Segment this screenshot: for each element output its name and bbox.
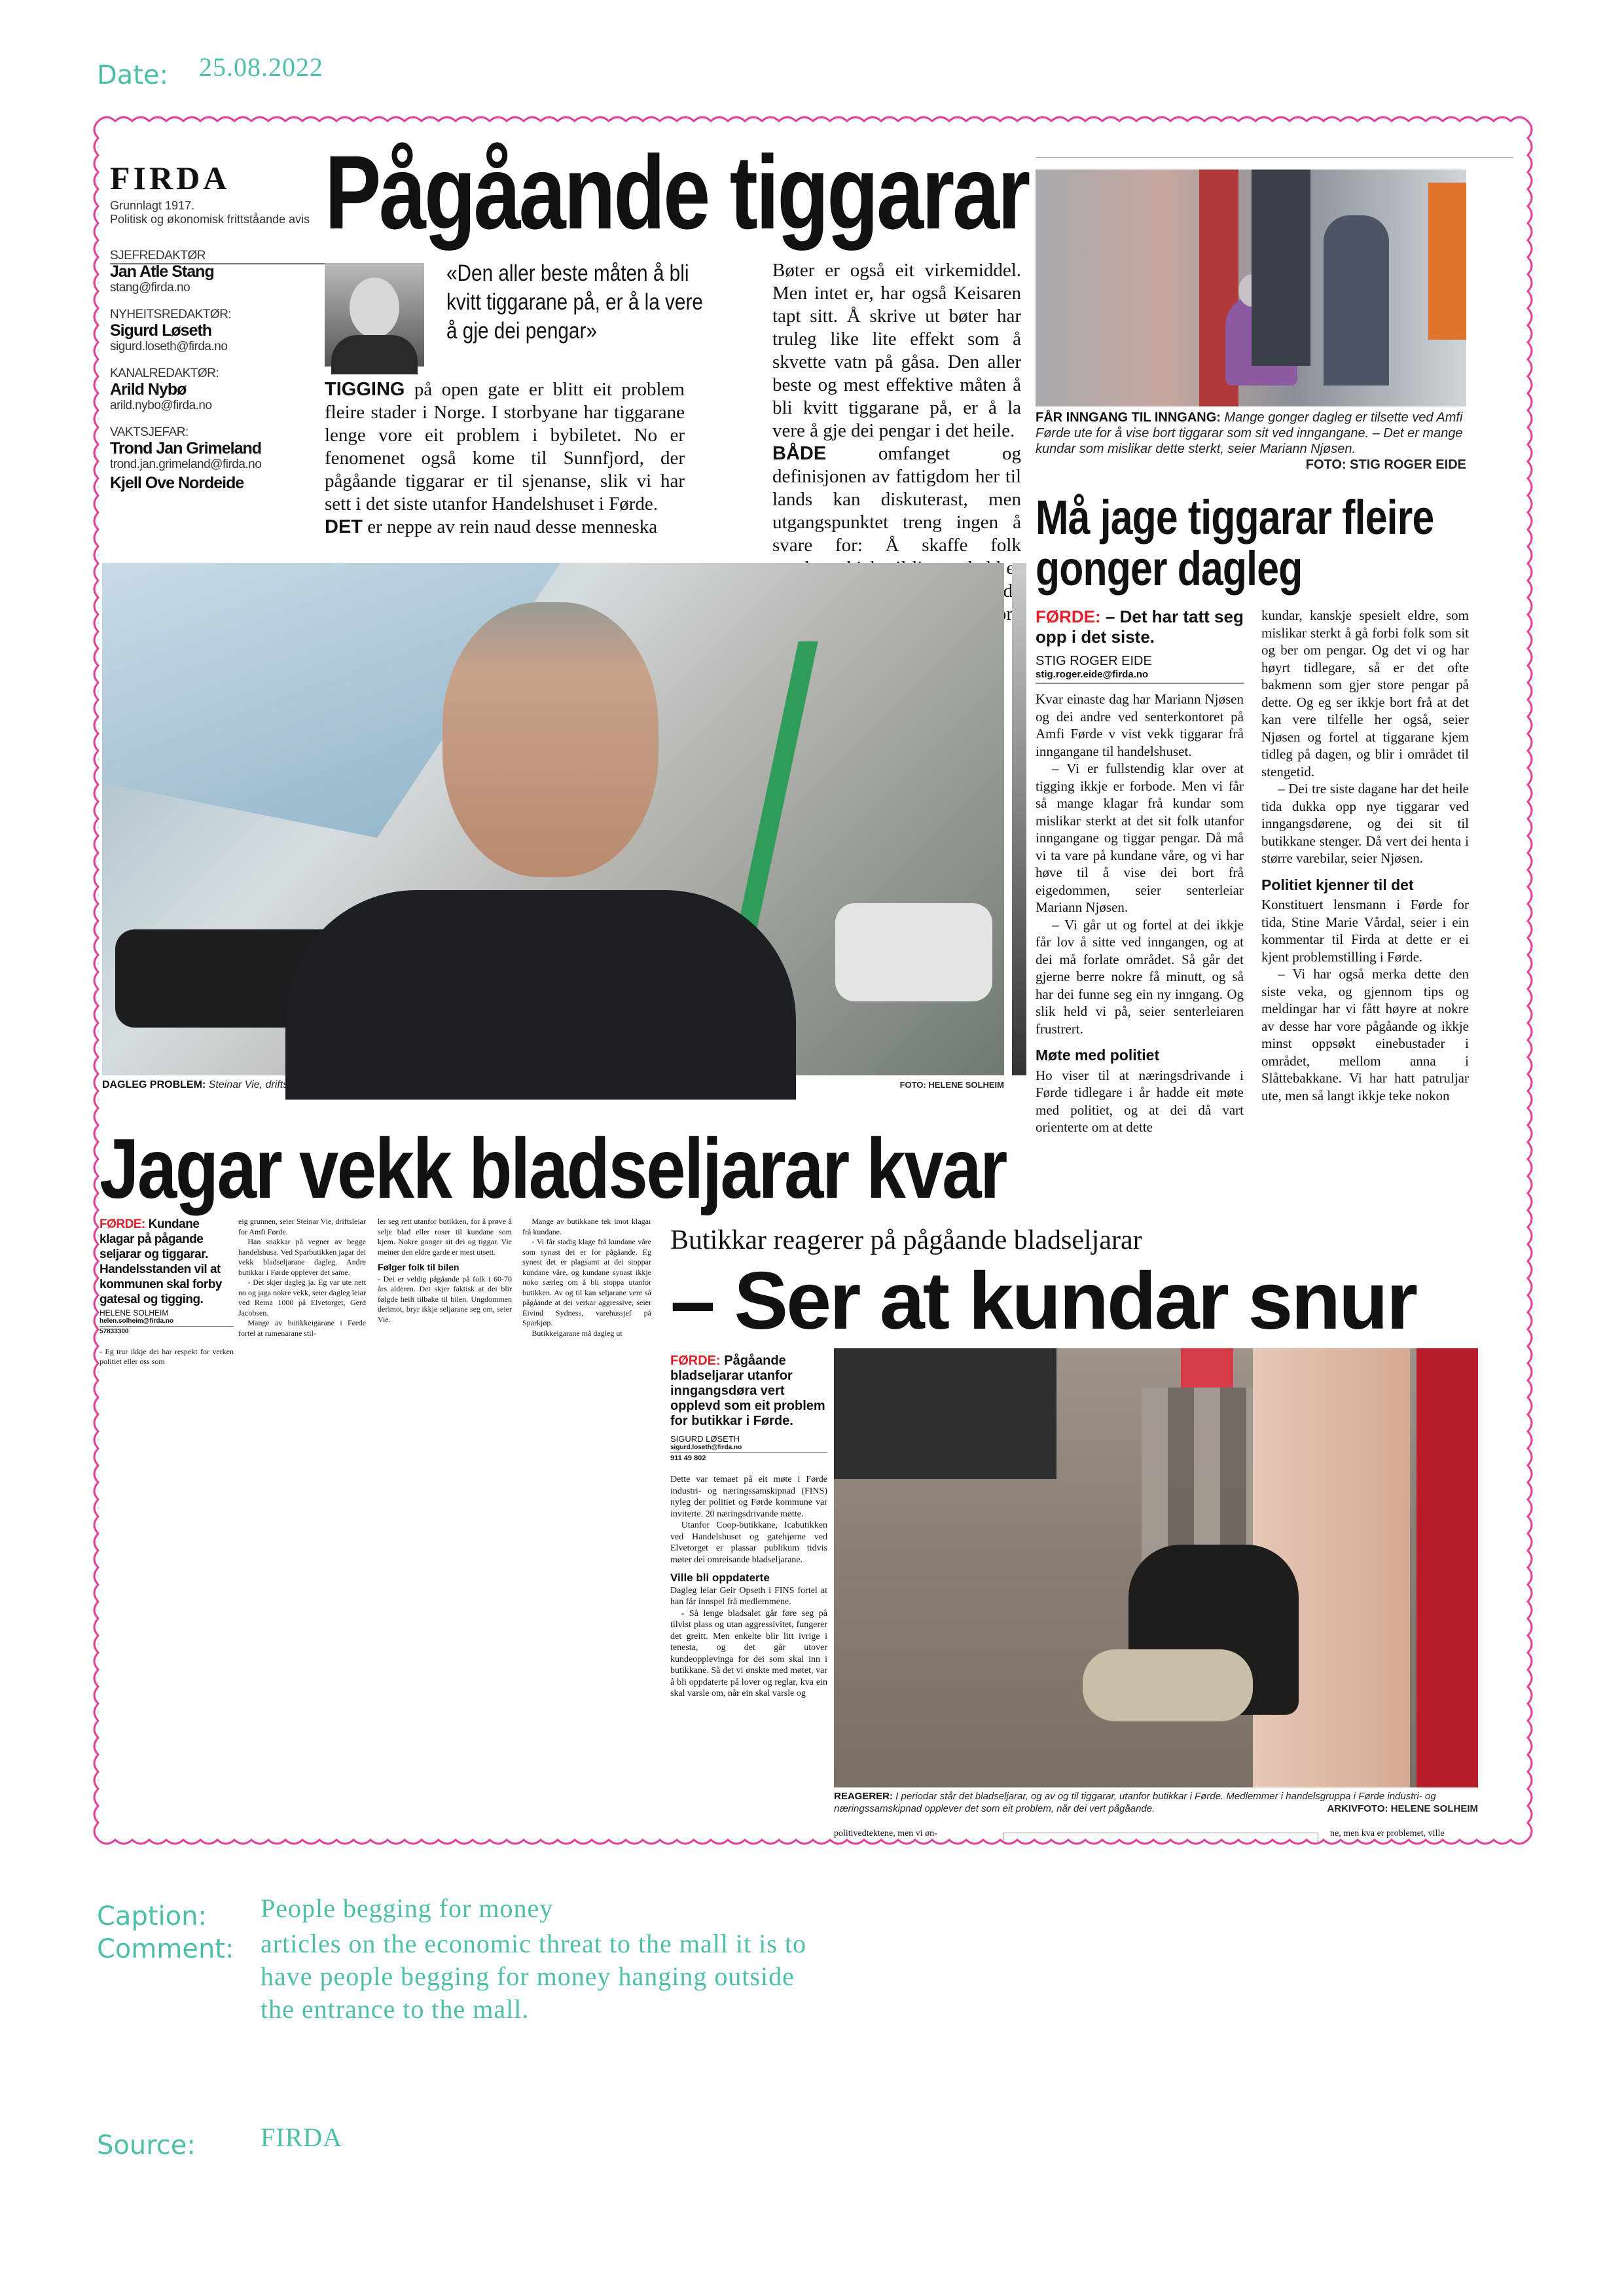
paragraph: – Vi går ut og fortel at dei ikkje får lov å sitte ved inngangen, og at dei må forlate området. Så går det gjerne berre nokre få minutt, og så har dei funne seg ein ny inngang. Og slik held vi på, seier senterleiaren frustrert.	[1036, 916, 1244, 1037]
paragraph: Han snakkar på vegner av begge handelshusa. Ved Sparbutikken jagar dei vekk bladseljarane dagleg. Andre butikkar i Førde opplever det same.	[238, 1237, 366, 1277]
byline-email[interactable]: sigurd.loseth@firda.no	[670, 1444, 742, 1451]
comment-value	[261, 1928, 806, 2026]
comment-line: have people begging for money hanging outside	[261, 1962, 795, 1991]
caption-lead: REAGERER:	[834, 1791, 893, 1802]
left-article-column-2	[238, 1217, 366, 1368]
lead-word: DET	[325, 516, 363, 537]
left-article-column-3	[378, 1217, 512, 1368]
source-label: Source:	[97, 2130, 196, 2161]
staff-entry	[110, 249, 319, 295]
paragraph: Konstituert lensmann i Førde for tida, Stine Marie Vårdal, seier i ein kommentar til Firda at dette er ei kjent problemstilling i Førde.	[1261, 897, 1469, 965]
byline-name: SIGURD LØSETH	[670, 1434, 740, 1444]
staff-email[interactable]: stang@firda.no	[110, 281, 190, 295]
paragraph: – Dei tre siste dagane har det heile tida dukka opp nye tiggarar ved inngangsdørene, og dei sit til butikkane stenger. Då vert dei henta i større varebilar, seier Njøsen.	[1261, 781, 1469, 866]
photo-beggar-at-entrance	[1036, 170, 1466, 406]
paragraph: - Det skjer dagleg ja. Eg var ute nett no og jaga nokre vekk, seier dagleg leiar ved Rema 1000 på Elvetorget, Gerd Jacobsen.	[238, 1278, 366, 1318]
paragraph: ler seg rett utanfor butikken, for å prøve å selje blad eller roser til kundane som kjem. Nokre gonger sit dei og tiggar. Vie meiner den eldre garde er mest utsett.	[378, 1217, 512, 1257]
subheading: Politiet kjenner til det	[1261, 876, 1414, 893]
byline-phone: 911 49 802	[670, 1454, 706, 1462]
dateline: FØRDE:	[99, 1217, 145, 1231]
byline-divider	[99, 1326, 234, 1327]
caption-text: Mange gonger dagleg er tilsette ved Amfi Førde ute for å vise bort tiggarar som sit ved inngangane. – Det er mange kundar som mislikar dette sterkt, seier Mariann Njøsen.	[1036, 410, 1463, 456]
comment-line: the entrance to the mall.	[261, 1994, 530, 2024]
caption-label: Caption:	[97, 1901, 207, 1931]
article-lead	[1036, 607, 1244, 647]
subheading: Møte med politiet	[1036, 1047, 1160, 1064]
dateline: FØRDE:	[670, 1354, 721, 1368]
byline-name: STIG ROGER EIDE	[1036, 654, 1152, 668]
bottom-article-kicker: Butikkar reagerer på pågåande bladseljarar	[670, 1225, 1142, 1255]
article-lead	[99, 1217, 234, 1307]
paragraph: – Vi har også merka dette den siste veka, og gjennom tips og meldingar har vi fått høyre at nokre av desse har vore pågåande og ikkje minst oppsøkt einebustader i området, mellom anna i Slåttebakkane. Vi har hatt patruljar ute, men så langt ikkje teke nokon	[1261, 966, 1469, 1103]
paragraph: er neppe av rein naud desse menneska	[363, 516, 658, 537]
cut-off-text-left: politivedtektene, men vi øn-	[834, 1829, 937, 1839]
editorial-quote: «Den aller beste måten å bli kvitt tiggarane på, er å la vere å gje dei pengar»	[446, 260, 703, 344]
paragraph: Kvar einaste dag har Mariann Njøsen og dei andre ved senterkontoret på Amfi Førde v vist vekk tiggarar frå inngangane til handelshuset.	[1036, 691, 1244, 759]
editor-portrait	[325, 263, 424, 367]
staff-email[interactable]: arild.nybo@firda.no	[110, 399, 212, 412]
tagline-text: Politisk og økonomisk frittståande avis	[110, 213, 310, 226]
founded-text: Grunnlagt 1917.	[110, 199, 195, 212]
lead-text: – Det har tatt seg opp i det siste.	[1036, 607, 1244, 647]
left-article-headline: Jagar vekk bladseljarar kvar	[99, 1121, 1006, 1216]
staff-entry	[110, 308, 319, 353]
paragraph: kundar, kanskje spesielt eldre, som mislikar sterkt å gå forbi folk som sit og ber om pengar. Og det vi og har høyrt tidlegare, så er det ofte bakmenn som gjer store pengar på dette. Og eg ser ikkje bort frå at det kan vere tilfelle her også, seier Njøsen og fortel at tiggarane kjem tidleg på dagen, og blir i området til stengetid.	[1261, 607, 1469, 780]
staff-name: Sigurd Løseth	[110, 321, 212, 340]
paragraph: Ho viser til at næringsdrivande i Førde tidlegare i år hadde eit møte med politiet, og at dei då vart orienterte om at dette	[1036, 1067, 1244, 1135]
staff-role: KANALREDAKTØR:	[110, 367, 219, 380]
main-photo-steinar-vie	[102, 563, 1004, 1075]
paragraph: på open gate er blitt eit problem fleire stader i Norge. I storbyane har tiggarane lenge vore eit problem i bybiletet. No er fenomenet også kome til Sunnfjord, der pågåande tiggarar er til sjenanse, slik vi har sett i det siste utanfor Handelshuset i Førde.	[325, 379, 685, 514]
source-value: FIRDA	[261, 2123, 343, 2152]
subheading: Følger folk til bilen	[378, 1262, 460, 1272]
paragraph: - Eg trur ikkje dei har respekt for verken politiet eller oss som	[99, 1347, 234, 1366]
bottom-article-text	[670, 1354, 827, 1838]
staff-name: Kjell Ove Nordeide	[110, 474, 244, 492]
right-article-column-2	[1261, 607, 1469, 1214]
caption-value: People begging for money	[261, 1893, 554, 1923]
paragraph: Mange av butikkeigarane i Førde fortel at rumenarane stil-	[238, 1318, 366, 1338]
paragraph: - Dei er veldig pågåande på folk i 60-70 års alderen. Det skjer faktisk at dei blir følgde heilt tilbake til bilen. Ungdommen derimot, bryr ikkje seljarane seg om, seier Vie.	[378, 1274, 512, 1324]
comment-label: Comment:	[97, 1934, 234, 1964]
lead-text: Pågåande bladseljarar utanfor inngangsdøra vert opplevd som eit problem for butikkar i Førde.	[670, 1354, 825, 1428]
comment-line: articles on the economic threat to the mall it is to	[261, 1929, 806, 1958]
caption-lead: DAGLEG PROBLEM:	[102, 1079, 206, 1090]
adjacent-photo-strip	[1012, 563, 1026, 1075]
right-photo-caption	[1036, 410, 1466, 473]
bottom-article-headline: – Ser at kundar snur	[670, 1256, 1416, 1346]
staff-name: Jan Atle Stang	[110, 262, 214, 281]
paragraph: eig grunnen, seier Steinar Vie, driftsleiar for Amfi Førde.	[238, 1217, 366, 1236]
staff-name: Trond Jan Grimeland	[110, 439, 262, 457]
byline-divider	[1036, 683, 1244, 684]
paragraph: - Vi får stadig klage frå kundane våre som synast dei er for pågåande. Eg synest det er plagsamt at dei stoppar kundane våre, og kundane synast ikkje noko særleg om å bli stoppa utanfor butikken. Av og til kan seljarane vere så pågåande at dei verkar aggressive, seier Eivind Sydness, varehussjef på Sparkjøp.	[522, 1237, 651, 1327]
editorial-column-2	[772, 259, 1021, 624]
paragraph: Dagleg leiar Geir Opseth i FINS fortel at han får innspel frå medlemmene.	[670, 1585, 827, 1607]
paragraph: Butikkeigarane må dagleg ut	[532, 1328, 623, 1338]
byline-divider	[670, 1452, 827, 1453]
byline-email[interactable]: stig.roger.eide@firda.no	[1036, 669, 1149, 680]
paragraph: Utanfor Coop-butikkane, Icabutikken ved Handelshuset og gatehjørne ved Elvetorget er plassar publikum tidvis møter dei omreisande bladseljarane.	[670, 1520, 827, 1565]
paragraph: Dette var temaet på eit møte i Førde industri- og næringssamskipnad (FINS) nyleg der politiet og Førde kommune var inviterte. 20 næringsdrivande møtte.	[670, 1475, 827, 1519]
staff-name: Arild Nybø	[110, 380, 187, 399]
bottom-photo-caption	[834, 1790, 1478, 1815]
right-article-column-1	[1036, 607, 1244, 1214]
lead-word: BÅDE	[772, 443, 827, 464]
paragraph: Bøter er også eit virkemiddel. Men intet er, har også Keisaren tapt sitt. Å skrive ut bøter har truleg like lite effekt som å skvette vatn på gåsa. Den aller beste og mest effektive måten å bli kvitt tiggarane på, er å la vere å gje dei pengar i det heile.	[772, 260, 1021, 441]
photo-credit: FOTO: STIG ROGER EIDE	[1305, 457, 1466, 472]
byline-name: HELENE SOLHEIM	[99, 1308, 169, 1318]
right-article-headline: Må jage tiggarar fleire gonger dagleg	[1036, 490, 1434, 596]
photo-credit: ARKIVFOTO: HELENE SOLHEIM	[1327, 1803, 1478, 1814]
lead-word: TIGGING	[325, 379, 405, 400]
date-label: Date:	[97, 60, 169, 90]
lead-text: Kundane klagar på pågande seljarar og tiggarar. Handelsstanden vil at kommunen skal forby gatesal og tigging.	[99, 1217, 222, 1306]
byline-email[interactable]: helen.solheim@firda.no	[99, 1318, 174, 1325]
left-article-column-4	[522, 1217, 651, 1368]
staff-email[interactable]: trond.jan.grimeland@firda.no	[110, 457, 262, 471]
staff-email[interactable]: sigurd.loseth@firda.no	[110, 340, 228, 353]
caption-text: I periodar står det bladseljarar, og av og til tiggarar, utanfor butikkar i Førde. Medlemmer i handelsgruppa i Førde industri- og næringssamskipnad opplever det som eit problem, når dei vert pågåande.	[834, 1791, 1436, 1814]
editorial-column-1	[325, 378, 685, 563]
subheading: Ville bli oppdaterte	[670, 1571, 770, 1584]
paragraph: omfanget og definisjonen av fattigdom her til lands kan diskuterast, men utgangspunktet treng ingen å svare for: Å skaffe folk tida om	[772, 443, 1021, 624]
photo-seller-on-pavement	[834, 1348, 1478, 1787]
newspaper-logo: FIRDA	[110, 160, 230, 196]
cut-off-text-right: ne, men kva er problemet, ville	[1330, 1829, 1445, 1839]
editorial-headline: Pågåande tiggarar	[325, 134, 1029, 251]
main-photo-caption	[102, 1079, 1004, 1092]
caption-text: Steinar Vie, driftsleiar ved Amfi Førde Handelshuset, fortvilar over rumenarar som står i Førde sentrum.	[206, 1079, 687, 1090]
staff-list	[110, 236, 319, 563]
top-divider	[1036, 157, 1513, 158]
dateline: FØRDE:	[1036, 607, 1101, 626]
staff-role: NYHEITSREDAKTØR:	[110, 308, 232, 321]
staff-role: SJEFREDAKTØR	[110, 249, 206, 262]
caption-lead: FÅR INNGANG TIL INNGANG:	[1036, 410, 1221, 425]
staff-entry	[110, 474, 319, 492]
staff-entry	[110, 425, 319, 471]
cut-off-box	[1003, 1833, 1318, 1842]
paragraph: - Så lenge bladsalet går føre seg på tilvist plass og utan aggressivitet, fungerer det greitt. Men enkelte blir litt ivrige i tenesta, og det går utover kundeopplevinga for dei som skal inn i butikkane. Så det vi ønskte med møtet, var å bli oppdaterte på lover og reglar, kva ein skal varsle om, når ein skal varsle og	[670, 1608, 827, 1698]
staff-role: VAKTSJEFAR:	[110, 425, 189, 439]
paragraph: Mange av butikkane tek imot klagar frå kundane.	[522, 1217, 651, 1236]
byline-phone: 57833300	[99, 1328, 129, 1335]
article-lead	[670, 1354, 827, 1429]
date-value: 25.08.2022	[199, 52, 323, 82]
photo-credit: FOTO: HELENE SOLHEIM	[899, 1080, 1004, 1090]
paragraph: – Vi er fullstendig klar over at tigging ikkje er forbode. Men vi får så mange klagar frå kundar som mislikar sterkt at det sit folk utanfor inngangane og tiggar pengar. Då må vi ta vare på kundane våre, og vi har høve til å vise dei bort frå eigedommen, seier senterleiar Mariann Njøsen.	[1036, 761, 1244, 915]
staff-entry	[110, 367, 319, 412]
left-article-intro	[99, 1217, 234, 1368]
